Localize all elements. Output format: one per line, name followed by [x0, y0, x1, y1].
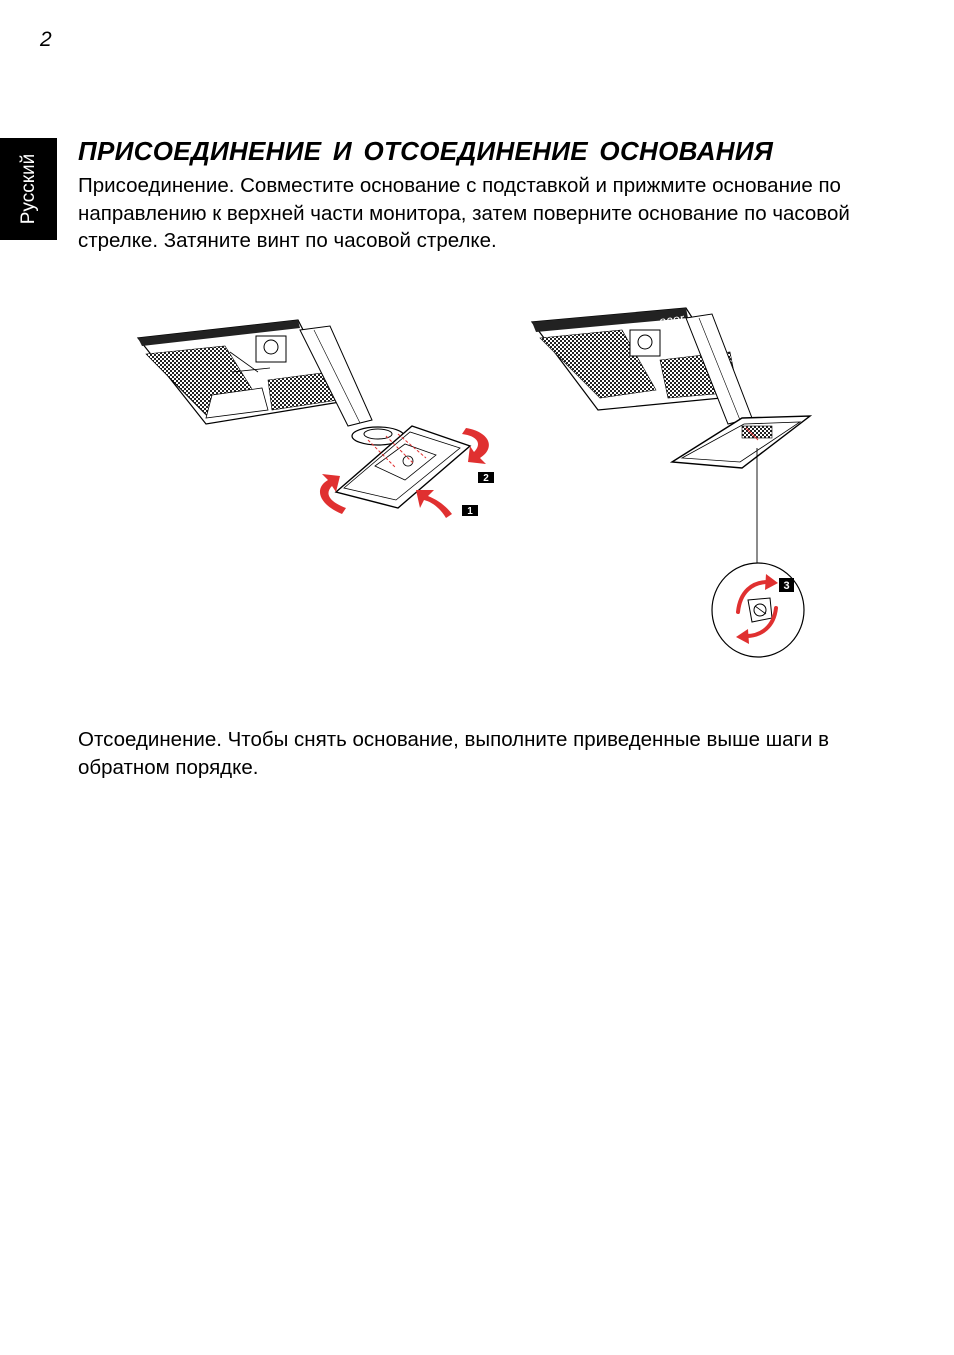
language-tab-label: Русский — [17, 153, 39, 225]
monitor-right-drawing — [532, 308, 810, 563]
svg-text:1: 1 — [467, 506, 473, 517]
detach-instructions: Отсоединение. Чтобы снять основание, выполните приведенные выше шаги в обратном порядке. — [78, 728, 830, 779]
page-number: 2 — [40, 28, 52, 51]
svg-text:2: 2 — [483, 473, 489, 484]
monitor-left-drawing — [138, 320, 470, 508]
attach-instructions: Присоединение. Совместите основание с подставкой и прижмите основание по направлению к верхней части монитора, затем поверните основание по часовой стрелке. Затяните винт по часовой стрелке. — [78, 174, 850, 252]
screw-detail-callout — [712, 563, 804, 657]
step-label-3 — [779, 578, 794, 592]
section-title: ПРИСОЕДИНЕНИЕ И ОТСОЕДИНЕНИЕ ОСНОВАНИЯ — [78, 136, 774, 166]
svg-text:3: 3 — [783, 580, 790, 592]
push-arrow-icon — [416, 490, 452, 518]
brand-logo: acer — [658, 310, 686, 329]
step-label-1 — [462, 505, 478, 517]
step-label-2 — [478, 472, 494, 484]
